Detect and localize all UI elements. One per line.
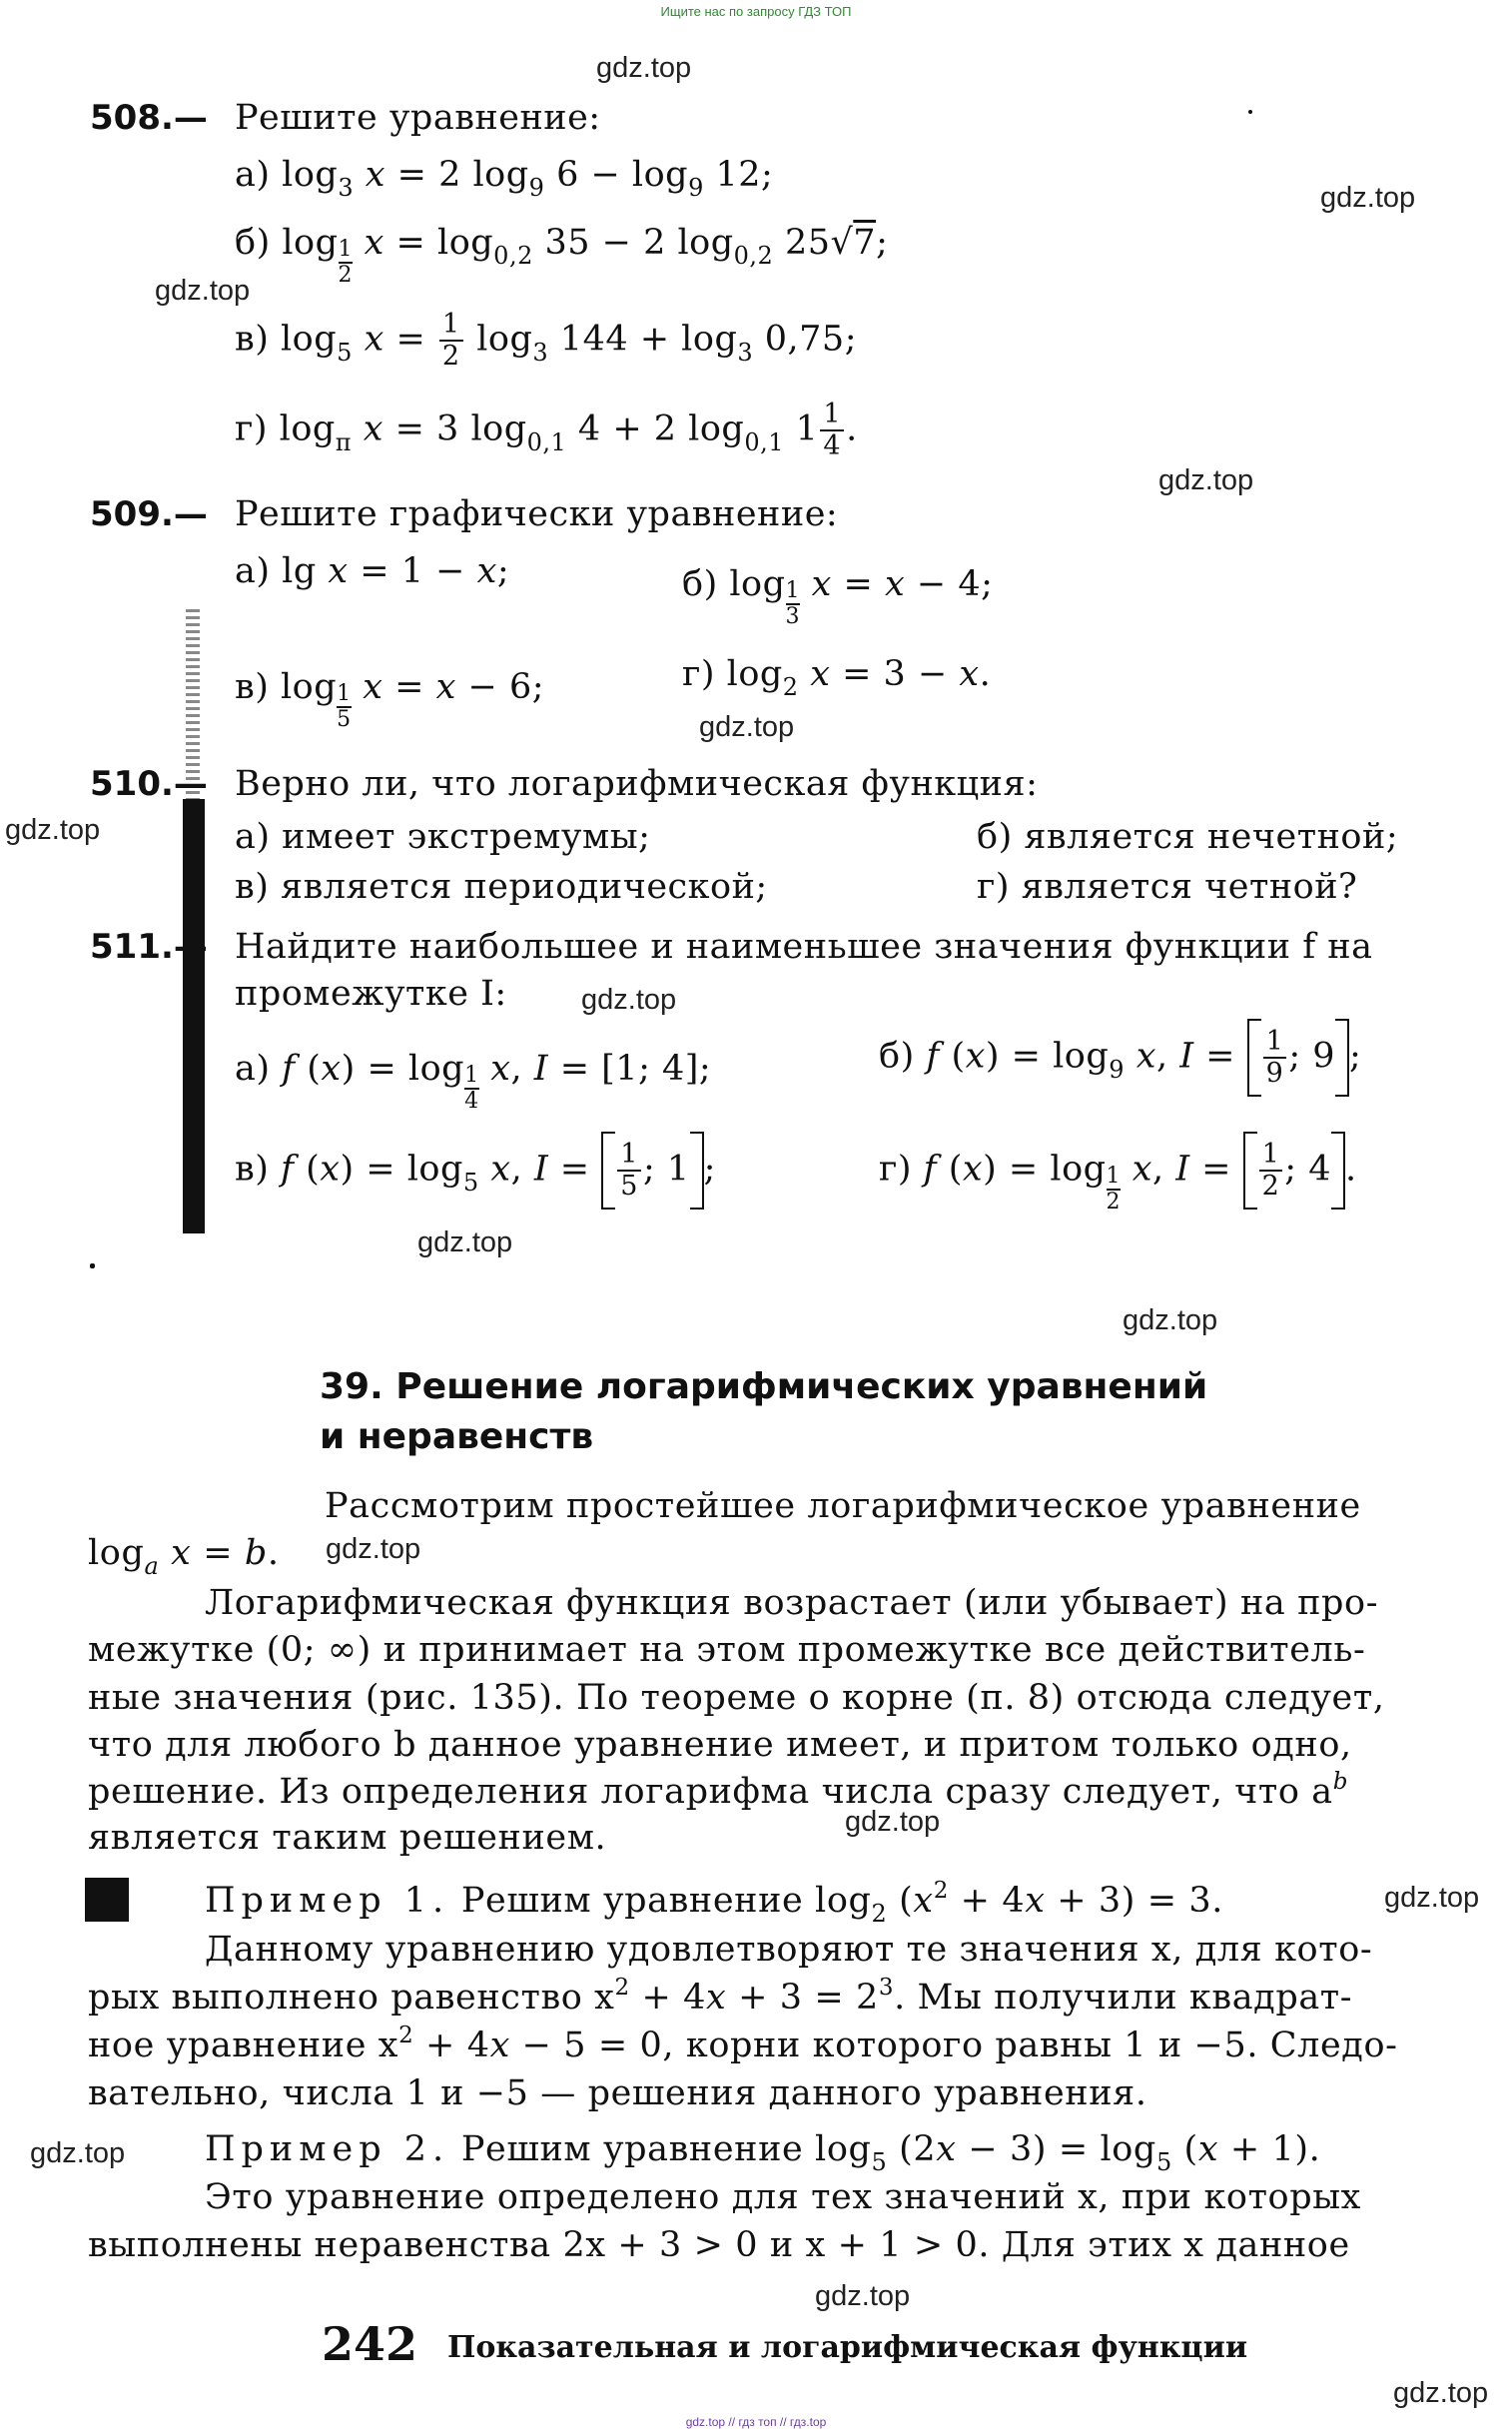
problem-511-title-1: Найдите наибольшее и наименьшее значения функции f на — [235, 927, 1373, 967]
problem-511-title-2: промежутке I: — [235, 974, 507, 1014]
watermark: gdz.top — [581, 984, 677, 1016]
watermark: gdz.top — [1158, 464, 1254, 496]
item-label: в) — [235, 1149, 270, 1190]
para1-line1: Рассмотрим простейшее логарифмическое уравнение — [325, 1486, 1361, 1526]
problem-511-g: г) f (x) = log $\frac{1}{2}$ x, I = $\frac{1}{2}$ ; 4 . — [879, 1132, 1357, 1210]
watermark: gdz.top — [699, 711, 795, 743]
problem-511-a: а) f (x) = log $\frac{1}{4}$ x, I = [1; 4]; — [235, 1049, 712, 1114]
example1-heading: Пример 1. Решим уравнение $\log_2 (x^2 + 4x + 3) = 3$. — [205, 1878, 1224, 1928]
item-label: а) — [235, 551, 271, 591]
para2-text: решение. Из определения логарифма числа сразу следует, что a — [88, 1772, 1333, 1812]
watermark: gdz.top — [326, 1533, 421, 1565]
problem-509-title: Решите графически уравнение: — [235, 494, 839, 534]
example2-label: Пример 2. — [205, 2129, 450, 2169]
example2-body-line: выполнены неравенства 2x + 3 > 0 и x + 1 > 0. Для этих x данное — [88, 2225, 1350, 2265]
example1-body-text: ное уравнение x — [88, 2026, 399, 2065]
speck — [90, 1263, 95, 1268]
problem-510-a: а) имеет экстремумы; — [235, 817, 651, 857]
problem-508-v: в) $\log_5 x$ = $\frac{1}{2}$ $\log_3 144 + \log_3 0,75$; — [235, 309, 857, 372]
watermark: gdz.top — [1384, 1882, 1480, 1914]
problem-509-g: г) $\log_2 x = 3 - x$. — [682, 654, 992, 701]
para2-line: является таким решением. — [88, 1818, 607, 1858]
problem-511-number: 511.— — [90, 927, 208, 967]
problem-509-a: а) lg x = 1 − x; — [235, 551, 510, 591]
problem-510-number: 510.— — [90, 764, 208, 804]
watermark: gdz.top — [417, 1226, 513, 1258]
problem-510-title: Верно ли, что логарифмическая функция: — [235, 764, 1039, 804]
watermark: gdz.top — [1123, 1304, 1218, 1336]
problem-509-v: в) log $\frac{1}{5}$ x = x − 6; — [235, 667, 545, 732]
item-label: б) — [235, 223, 271, 263]
example1-body-line: вательно, числа 1 и −5 — решения данного уравнения. — [88, 2073, 1147, 2113]
item-label: г) — [235, 408, 268, 449]
watermark: gdz.top — [1320, 182, 1416, 214]
margin-bar — [183, 799, 205, 1233]
item-label: в) — [235, 667, 270, 707]
problem-511-b: б) f $(x) = \log_9 x$, I = $\frac{1}{9}$ ; 9 ; — [879, 1019, 1361, 1097]
watermark: gdz.top — [815, 2280, 911, 2312]
problem-511-v: в) f $(x) = \log_5 x$, I = $\frac{1}{5}$ ; 1 ; — [235, 1132, 716, 1210]
problem-508-a: а) $\log_3 x = 2$ $\log_9 6 - \log_9 12$; — [235, 155, 774, 202]
problem-509-number: 509.— — [90, 494, 208, 534]
example2-body-line: Это уравнение определено для тех значений x, при которых — [205, 2177, 1362, 2217]
example1-label: Пример 1. — [205, 1881, 450, 1921]
watermark: gdz.top — [30, 2137, 126, 2169]
item-label: а) — [235, 155, 271, 195]
para2-line: Логарифмическая функция возрастает (или убывает) на про- — [205, 1583, 1379, 1623]
problem-510-g: г) является четной? — [977, 867, 1358, 907]
item-label: г) — [682, 654, 715, 694]
example2-heading: Пример 2. Решим уравнение $\log_5 (2x - 3) = \log_5 (x + 1)$. — [205, 2129, 1321, 2176]
problem-509-b: б) log $\frac{1}{3}$ x = x − 4; — [682, 564, 994, 629]
item-label: а) — [235, 1049, 271, 1089]
watermark: gdz.top — [1393, 2377, 1489, 2409]
item-label: б) — [879, 1036, 915, 1077]
para2-line: межутке (0; ∞) и принимает на этом промежутке все действитель- — [88, 1630, 1366, 1670]
para2-line: решение. Из определения логарифма числа сразу следует, что $a^b$ — [88, 1769, 1349, 1812]
problem-510-v: в) является периодической; — [235, 867, 768, 907]
example1-body-line: рых выполнено равенство $x^2 + 4x + 3 = 2^3$. Мы получили квадрат- — [88, 1975, 1353, 2018]
example1-body-line: ное уравнение $x^2 + 4x - 5 = 0$, корни которого равны 1 и −5. Следо- — [88, 2023, 1398, 2065]
problem-508-b: б) log $\frac{1}{2}$ $x = \log_{0,2} 35 - 2$ $\log_{0,2} 25√7$; — [235, 223, 889, 288]
running-title: Показательная и логарифмическая функции — [447, 2330, 1248, 2365]
para2-line: ные значения (рис. 135). По теореме о корне (п. 8) отсюда следует, — [88, 1678, 1385, 1718]
problem-508-number: 508.— — [90, 98, 208, 138]
item-label: г) — [879, 1149, 912, 1190]
para1-line2: $\log_a x = b$. — [88, 1533, 280, 1580]
problem-508-title: Решите уравнение: — [235, 98, 601, 138]
speck — [1248, 110, 1252, 114]
item-label: б) — [682, 564, 718, 604]
problem-510-b: б) является нечетной; — [977, 817, 1399, 857]
watermark: gdz.top — [596, 52, 692, 84]
para2-line: что для любого b данное уравнение имеет, и притом только одно, — [88, 1725, 1352, 1765]
example-marker-square — [85, 1878, 129, 1922]
top-site-note: Ищите нас по запросу ГДЗ ТОП — [660, 4, 852, 19]
watermark: gdz.top — [845, 1806, 941, 1838]
item-label: в) — [235, 319, 270, 360]
example2-text: Решим уравнение log — [460, 2129, 872, 2169]
bottom-site-note: gdz.top // гдз топ // гдз.top — [685, 2415, 827, 2429]
section-heading-line1: 39. Решение логарифмических уравнений — [320, 1366, 1208, 1407]
page-number: 242 — [322, 2317, 418, 2371]
example1-body-text: рых выполнено равенство x — [88, 1978, 615, 2018]
watermark: gdz.top — [5, 814, 101, 846]
section-heading-line2: и неравенств — [320, 1416, 594, 1457]
problem-508-g: г) $\log_\pi x = 3$ $\log_{0,1} 4 + 2$ $\log_{0,1} 1$ $\frac{1}{4}$ . — [235, 399, 858, 461]
watermark: gdz.top — [155, 275, 251, 307]
example1-body-line: Данному уравнению удовлетворяют те значения x, для кото- — [205, 1930, 1373, 1970]
example1-text: Решим уравнение log — [460, 1881, 872, 1921]
